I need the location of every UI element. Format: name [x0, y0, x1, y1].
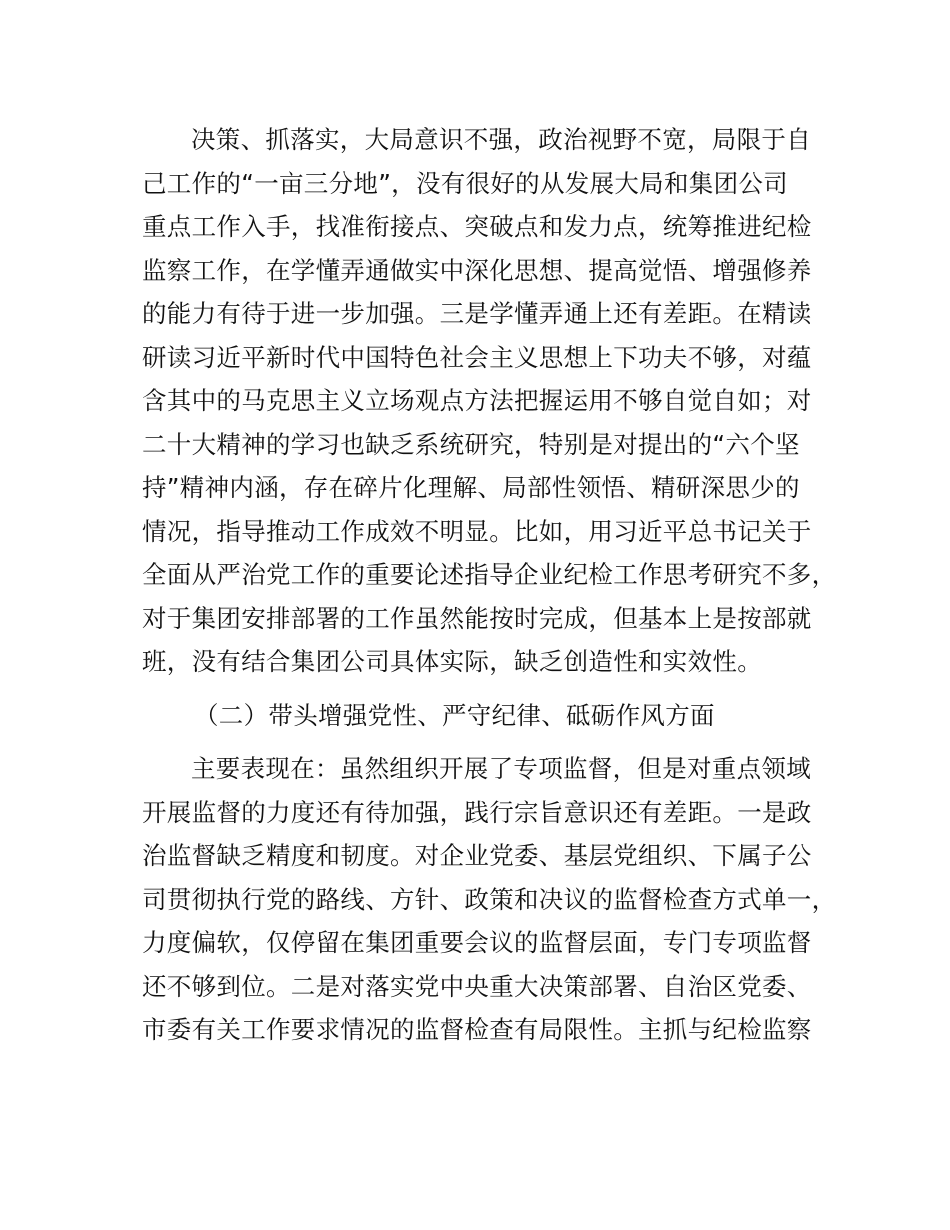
text-line: 持”精神内涵，存在碎片化理解、局部性领悟、精研深思少的: [142, 473, 800, 502]
document-body: [142, 118, 842, 1052]
text-line: 主要表现在：虽然组织开展了专项监督，但是对重点领域: [191, 754, 811, 783]
text-line: 情况，指导推动工作成效不明显。比如，用习近平总书记关于: [142, 516, 812, 546]
text-line: 力度偏软，仅停留在集团重要会议的监督层面，专门专项监督: [142, 928, 812, 957]
text-line: 全面从严治党工作的重要论述指导企业纪检工作思考研究不多，: [142, 560, 837, 589]
section-heading-text: （二）带头增强党性、严守纪律、砥砺作风方面: [194, 700, 715, 730]
text-line: 开展监督的力度还有待加强，践行宗旨意识还有差距。一是政: [142, 797, 812, 827]
text-line: 对于集团安排部署的工作虽然能按时完成，但基本上是按部就: [142, 603, 812, 633]
text-line: 班，没有结合集团公司具体实际，缺乏创造性和实效性。: [142, 647, 762, 676]
text-line: 的能力有待于进一步加强。三是学懂弄通上还有差距。在精读: [142, 299, 812, 328]
paragraph-1: [142, 118, 842, 684]
text-line: 己工作的“一亩三分地”，没有很好的从发展大局和集团公司: [142, 168, 788, 198]
paragraph-gap: [142, 684, 842, 694]
paragraph-gap: [142, 737, 842, 747]
text-line: 监察工作，在学懂弄通做实中深化思想、提高觉悟、增强修养: [142, 255, 812, 285]
text-line: 还不够到位。二是对落实党中央重大决策部署、自治区党委、: [142, 971, 812, 1001]
text-line: 市委有关工作要求情况的监督检查有局限性。主抓与纪检监察: [142, 1015, 812, 1044]
text-line: 二十大精神的学习也缺乏系统研究，特别是对提出的“六个坚: [142, 429, 800, 459]
text-line: 研读习近平新时代中国特色社会主义思想上下功夫不够，对蕴: [142, 342, 812, 372]
text-line: 司贯彻执行党的路线、方针、政策和决议的监督检查方式单一，: [142, 884, 837, 914]
paragraph-2: [142, 747, 842, 1052]
text-line: 决策、抓落实，大局意识不强，政治视野不宽，局限于自: [191, 125, 811, 154]
text-line: 治监督缺乏精度和韧度。对企业党委、基层党组织、下属子公: [142, 841, 812, 870]
text-line: 含其中的马克思主义立场观点方法把握运用不够自觉自如；对: [142, 386, 812, 415]
text-line: 重点工作入手，找准衔接点、突破点和发力点，统筹推进纪检: [142, 212, 812, 241]
section-heading: [142, 694, 842, 738]
